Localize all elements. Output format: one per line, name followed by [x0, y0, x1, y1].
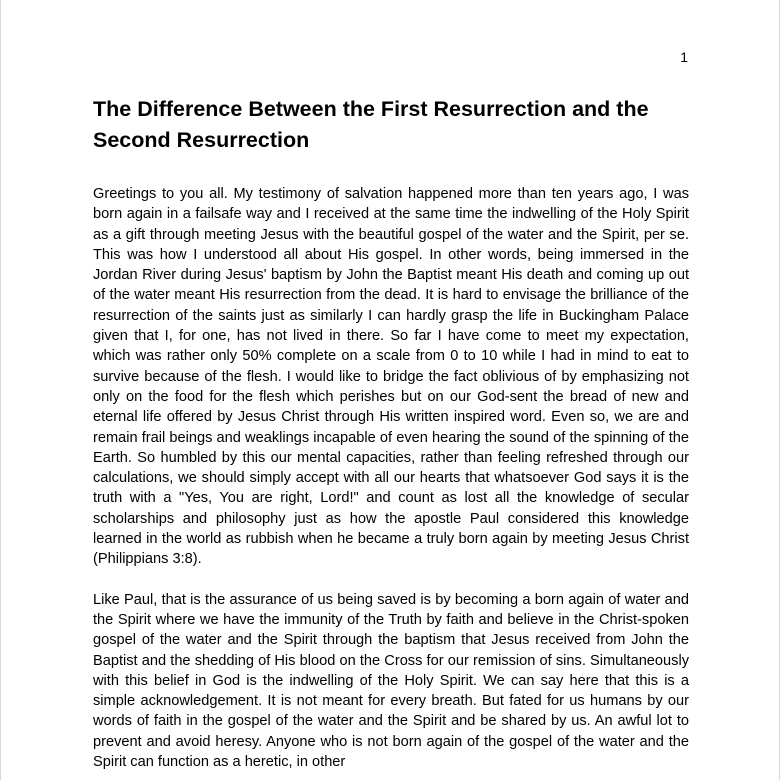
document-body — [93, 184, 689, 780]
body-paragraph-2: Like Paul, that is the assurance of us being saved is by becoming a born again of water and the Spirit where we have the immunity of the Truth by faith and believe in the Christ-spoken gospel of the water and the Spirit through the baptism that Jesus received from John the Baptist and the shedding of His blood on the Cross for our remission of sins. Simultaneously with this belief in God is the indwelling of the Holy Spirit. We can say here that this is a simple acknowledgement. It is not meant for every breath. But fated for us humans by our words of faith in the gospel of the water and the Spirit and be shared by us. An awful lot to prevent and avoid heresy. Anyone who is not born again of the gospel of the water and the Spirit can function as a heretic, in other — [93, 591, 689, 771]
document-title: The Difference Between the First Resurrection and the Second Resurrection — [93, 97, 649, 152]
body-paragraph-1: Greetings to you all. My testimony of salvation happened more than ten years ago, I was born again in a failsafe way and I received at the same time the indwelling of the Holy Spirit as a gift through meeting Jesus with the beautiful gospel of the water and the Spirit, per se. This was how I understood all about His gospel. In other words, being immersed in the Jordan River during Jesus' baptism by John the Baptist meant His death and coming up out of the water meant His resurrection from the dead. It is hard to envisage the brilliance of the resurrection of the saints just as similarly I can hardly grasp the life in Buckingham Palace given that I, for one, has not lived in there. So far I have come to meet my expectation, which was rather only 50% complete on a scale from 0 to 10 while I had in mind to eat to survive because of the flesh. I would like to bridge the fact oblivious of by emphasizing not only on the food for the flesh which perishes but on our God-sent the bread of new and eternal life offered by Jesus Christ through His written inspired word. Even so, we are and remain frail beings and weaklings incapable of even hearing the sound of the spinning of the Earth. So humbled by this our mental capacities, rather than feeling refreshed through our calculations, we should simply accept with all our hearts that whatsoever God says it is the truth with a "Yes, You are right, Lord!" and count as lost all the knowledge of secular scholarships and philosophy just as how the apostle Paul considered this knowledge learned in the world as rubbish when he became a truly born again by meeting Jesus Christ (Philippians 3:8). — [93, 186, 689, 568]
page-number: 1 — [680, 49, 688, 65]
